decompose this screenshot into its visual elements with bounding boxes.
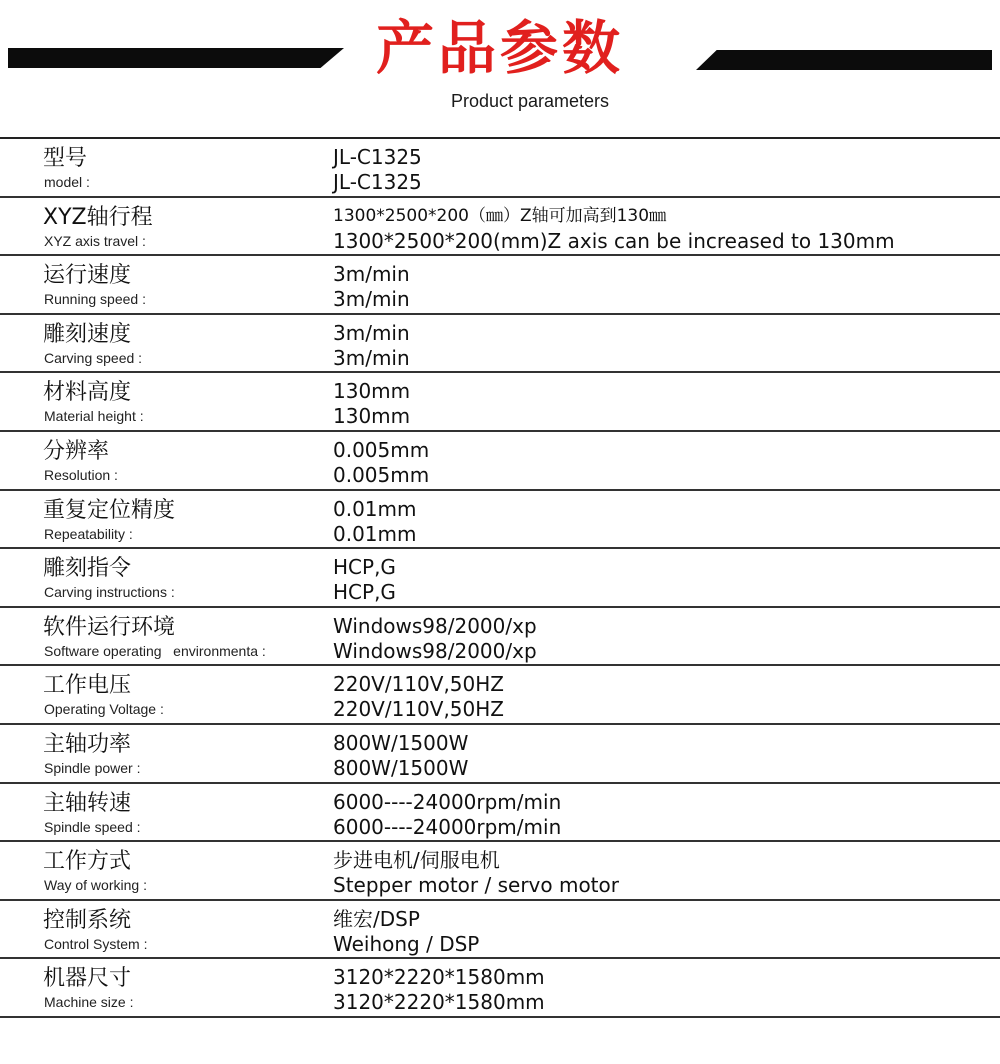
spec-value-secondary: 130mm <box>333 404 411 429</box>
spec-row-model <box>0 139 1000 198</box>
spec-value-primary: 0.01mm <box>333 496 417 521</box>
spec-row-software-environment <box>0 608 1000 667</box>
spec-value-primary: HCP,G <box>333 555 396 580</box>
spec-label-cn: 工作电压 <box>43 673 132 699</box>
spec-label-en: Machine size : <box>44 994 134 1011</box>
spec-value-primary: 1300*2500*200（㎜）Z轴可加高到130㎜ <box>333 205 667 226</box>
spec-value-primary: 130mm <box>333 379 411 404</box>
spec-row-operating-voltage <box>0 666 1000 725</box>
spec-label-cn: 型号 <box>43 146 88 171</box>
spec-value-secondary: 1300*2500*200(mm)Z axis can be increased to 130mm <box>333 228 895 253</box>
spec-label-cn: 运行速度 <box>43 263 132 289</box>
spec-value-secondary: 800W/1500W <box>333 755 469 780</box>
spec-label-en: Material height : <box>44 408 144 425</box>
spec-row-spindle-power <box>0 725 1000 784</box>
spec-label-en: Spindle speed : <box>44 818 141 835</box>
spec-row-way-of-working <box>0 842 1000 901</box>
spec-value-secondary: 0.005mm <box>333 462 430 487</box>
spec-label-cn: 控制系统 <box>43 907 132 933</box>
spec-label-en: Carving instructions : <box>44 584 175 601</box>
spec-label-en: Control System : <box>44 935 148 952</box>
spec-label-en: Operating Voltage : <box>44 701 164 718</box>
spec-row-material-height <box>0 373 1000 432</box>
spec-label-cn: 主轴功率 <box>43 731 132 757</box>
spec-row-xyz-travel <box>0 198 1000 257</box>
spec-value-primary: 步进电机/伺服电机 <box>333 848 500 873</box>
spec-value-primary: 维宏/DSP <box>333 906 420 931</box>
spec-label-cn: 主轴转速 <box>43 790 132 816</box>
spec-row-machine-size <box>0 959 1000 1018</box>
spec-label-cn: 雕刻指令 <box>43 556 132 582</box>
spec-value-secondary: 6000----24000rpm/min <box>333 814 562 839</box>
spec-value-secondary: HCP,G <box>333 580 396 605</box>
spec-label-en: Resolution : <box>44 466 118 483</box>
spec-row-carving-instructions <box>0 549 1000 608</box>
spec-value-secondary: 3120*2220*1580mm <box>333 990 545 1015</box>
spec-label-cn: 材料高度 <box>43 380 132 406</box>
page-header <box>0 0 1000 140</box>
spec-value-primary: 220V/110V,50HZ <box>333 672 504 697</box>
spec-value-primary: 6000----24000rpm/min <box>333 789 562 814</box>
spec-label-en: Running speed : <box>44 291 146 308</box>
spec-label-cn: 机器尺寸 <box>43 966 132 992</box>
spec-label-cn: 雕刻速度 <box>43 321 132 347</box>
spec-label-cn: XYZ轴行程 <box>43 204 153 230</box>
spec-row-control-system <box>0 901 1000 960</box>
spec-value-secondary: JL-C1325 <box>333 170 422 194</box>
spec-row-repeatability <box>0 491 1000 550</box>
spec-value-secondary: 220V/110V,50HZ <box>333 697 504 722</box>
spec-label-en: Software operating environmenta : <box>44 642 266 659</box>
spec-row-spindle-speed <box>0 784 1000 843</box>
page-title-en: Product parameters <box>450 91 610 111</box>
spec-value-primary: 800W/1500W <box>333 730 469 755</box>
spec-label-en: model : <box>44 174 90 190</box>
spec-label-cn: 工作方式 <box>43 849 132 875</box>
spec-value-secondary: 3m/min <box>333 287 410 312</box>
spec-value-primary: 3120*2220*1580mm <box>333 965 545 990</box>
spec-table <box>0 137 1000 1018</box>
spec-value-secondary: Weihong / DSP <box>333 931 480 956</box>
spec-value-primary: JL-C1325 <box>333 145 422 169</box>
spec-label-cn: 软件运行环境 <box>43 614 176 640</box>
spec-row-resolution <box>0 432 1000 491</box>
header-decoration-right-bar <box>696 50 992 70</box>
spec-value-primary: 3m/min <box>333 320 410 345</box>
spec-value-primary: 0.005mm <box>333 437 430 462</box>
spec-label-en: Repeatability : <box>44 525 133 542</box>
spec-row-running-speed <box>0 256 1000 315</box>
spec-value-primary: Windows98/2000/xp <box>333 613 537 638</box>
spec-label-en: Spindle power : <box>44 759 141 776</box>
spec-value-secondary: 3m/min <box>333 345 410 370</box>
spec-label-cn: 分辨率 <box>43 438 110 464</box>
spec-value-primary: 3m/min <box>333 262 410 287</box>
spec-value-secondary: Stepper motor / servo motor <box>333 873 619 898</box>
header-decoration-left-bar <box>8 48 344 68</box>
spec-label-cn: 重复定位精度 <box>43 497 176 523</box>
spec-label-en: Carving speed : <box>44 349 143 366</box>
spec-label-en: XYZ axis travel : <box>44 232 146 249</box>
spec-label-en: Way of working : <box>44 877 147 894</box>
spec-value-secondary: 0.01mm <box>333 521 417 546</box>
page-title-cn: 产品参数 <box>375 14 624 82</box>
spec-row-carving-speed <box>0 315 1000 374</box>
spec-value-secondary: Windows98/2000/xp <box>333 638 537 663</box>
